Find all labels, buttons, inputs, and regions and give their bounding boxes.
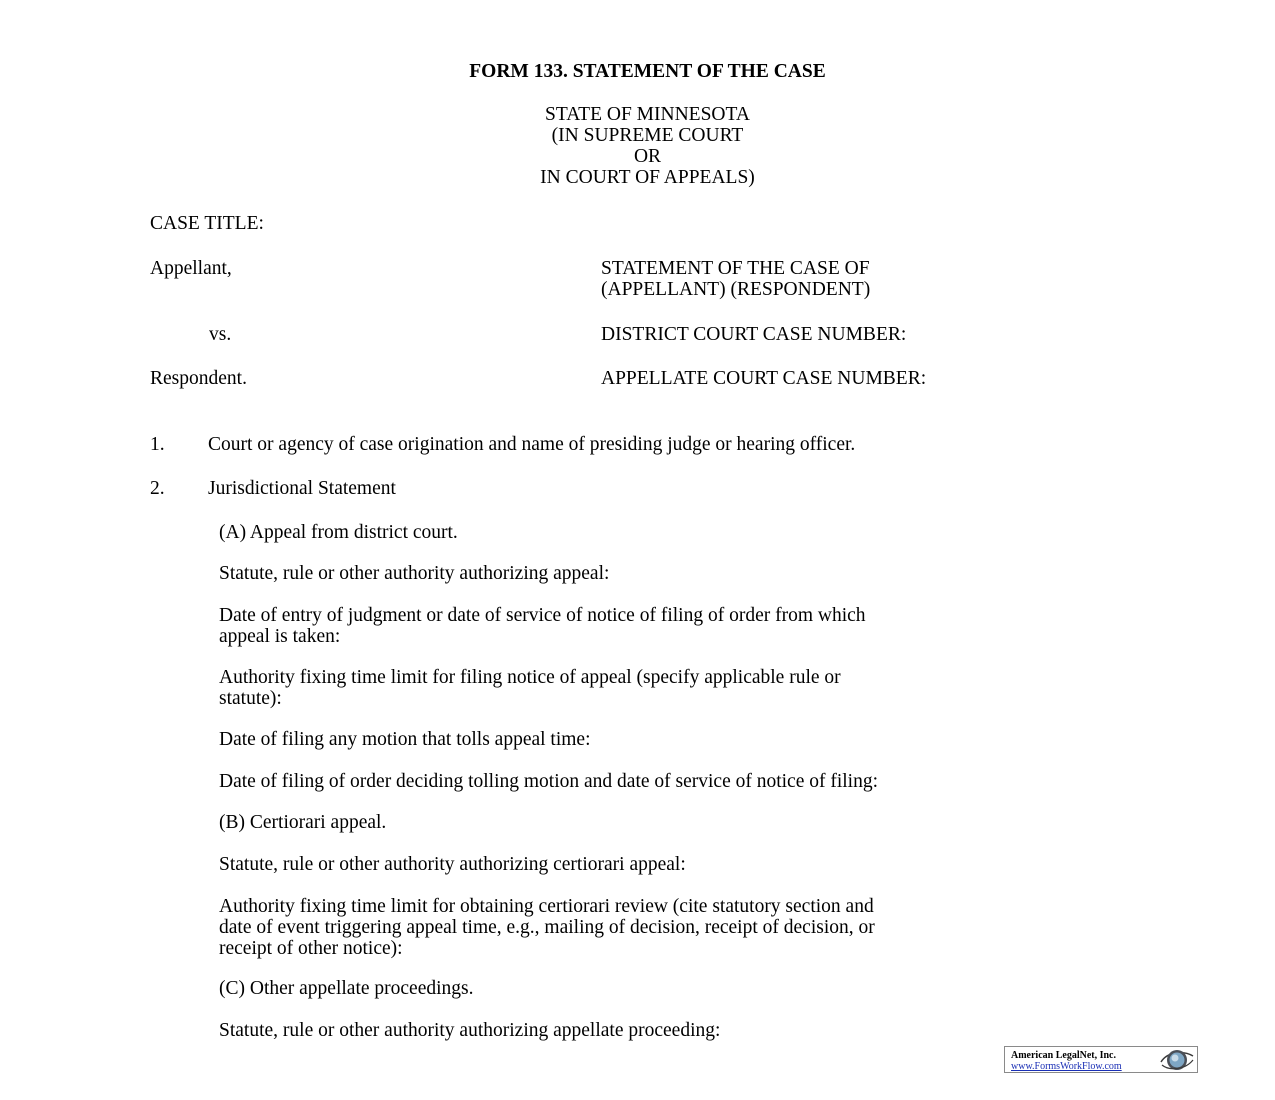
form-title: FORM 133. STATEMENT OF THE CASE <box>469 61 826 82</box>
section-a-time-limit-line-2: statute): <box>219 688 282 709</box>
section-b-statute: Statute, rule or other authority authorizing certiorari appeal: <box>219 854 686 875</box>
court-line-appeals: IN COURT OF APPEALS) <box>540 167 755 188</box>
court-line-supreme: (IN SUPREME COURT <box>551 125 744 146</box>
globe-icon <box>1159 1048 1195 1072</box>
section-a-statute: Statute, rule or other authority authorizing appeal: <box>219 563 610 584</box>
statement-title-line-1: STATEMENT OF THE CASE OF <box>601 258 870 279</box>
section-b-time-limit-line-1: Authority fixing time limit for obtaining certiorari review (cite statutory section and <box>219 896 874 917</box>
section-b-time-limit-line-2: date of event triggering appeal time, e.g., mailing of decision, receipt of decision, or <box>219 917 875 938</box>
vs-label: vs. <box>209 324 232 345</box>
respondent-label: Respondent. <box>150 368 247 389</box>
section-a-motion-date: Date of filing any motion that tolls appeal time: <box>219 729 591 750</box>
section-c-heading: (C) Other appellate proceedings. <box>219 978 474 999</box>
american-legalnet-logo[interactable] <box>1004 1046 1198 1073</box>
appellant-label: Appellant, <box>150 258 232 279</box>
district-case-number-label: DISTRICT COURT CASE NUMBER: <box>601 324 907 345</box>
logo-company-name: American LegalNet, Inc. <box>1011 1050 1116 1061</box>
statement-title-line-2: (APPELLANT) (RESPONDENT) <box>601 279 871 300</box>
section-a-date-entry-line-2: appeal is taken: <box>219 626 341 647</box>
appellate-case-number-label: APPELLATE COURT CASE NUMBER: <box>601 368 927 389</box>
item-number: 2. <box>150 478 165 499</box>
section-a-date-entry-line-1: Date of entry of judgment or date of service of notice of filing of order from which <box>219 605 866 626</box>
section-c-statute: Statute, rule or other authority authorizing appellate proceeding: <box>219 1020 721 1041</box>
item-text-jurisdictional-statement: Jurisdictional Statement <box>208 478 396 499</box>
section-a-order-date: Date of filing of order deciding tolling motion and date of service of notice of filing: <box>219 771 879 792</box>
item-number: 1. <box>150 434 165 455</box>
section-b-heading: (B) Certiorari appeal. <box>219 812 387 833</box>
section-a-heading: (A) Appeal from district court. <box>219 522 458 543</box>
section-a-time-limit-line-1: Authority fixing time limit for filing notice of appeal (specify applicable rule or <box>219 667 841 688</box>
section-b-time-limit-line-3: receipt of other notice): <box>219 938 403 959</box>
logo-url-link[interactable]: www.FormsWorkFlow.com <box>1011 1061 1122 1072</box>
case-title-label: CASE TITLE: <box>150 213 264 234</box>
item-text-court-origination: Court or agency of case origination and name of presiding judge or hearing officer. <box>208 434 856 455</box>
court-line-state: STATE OF MINNESOTA <box>545 104 750 125</box>
court-line-or: OR <box>633 146 662 167</box>
